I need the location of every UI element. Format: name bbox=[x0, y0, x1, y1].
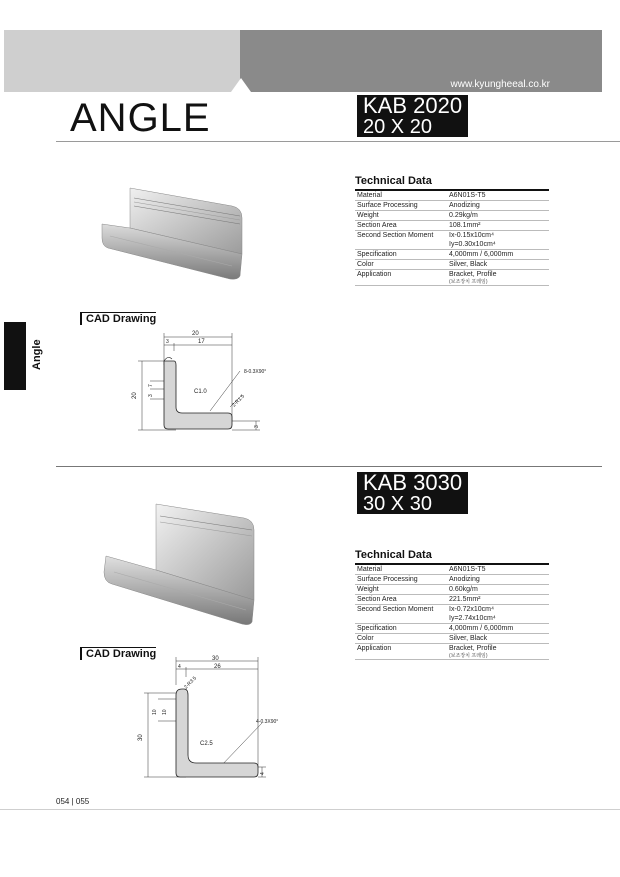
table-row: Material A6N01S-T5 bbox=[355, 565, 549, 575]
table-row: Surface Processing Anodizing bbox=[355, 575, 549, 585]
dim-total-width: 30 bbox=[212, 656, 219, 662]
dim-left-width: 3 bbox=[166, 339, 169, 345]
dim-fillet: C1.0 bbox=[194, 389, 207, 395]
side-tab bbox=[4, 322, 26, 390]
model-size: 30 X 30 bbox=[363, 493, 432, 515]
dim-radius: 2-R1.5 bbox=[231, 393, 247, 409]
tech-data-kab3030 bbox=[355, 549, 549, 660]
tech-data-kab2020 bbox=[355, 175, 549, 286]
model-name: KAB 3030 bbox=[363, 470, 463, 495]
model-box-kab3030 bbox=[357, 472, 468, 514]
table-row: Weight 0.60kg/m bbox=[355, 585, 549, 595]
header-notch bbox=[231, 78, 251, 92]
table-row: Section Area 108.1mm² bbox=[355, 221, 549, 231]
side-tab-label: Angle bbox=[31, 339, 43, 370]
table-row: Color Silver, Black bbox=[355, 260, 549, 270]
product-photo-kab2020 bbox=[100, 176, 250, 286]
dim-total-height: 20 bbox=[132, 392, 138, 399]
cad-drawing-kab2020 bbox=[130, 325, 290, 437]
dim-height-a: 10 bbox=[152, 709, 158, 715]
table-row: Application Bracket, Profile (보조장치 프레임) bbox=[355, 644, 549, 660]
table-row: Material A6N01S-T5 bbox=[355, 191, 549, 201]
website-url[interactable]: www.kyungheeal.co.kr bbox=[450, 79, 550, 90]
dim-total-width: 20 bbox=[192, 331, 199, 337]
table-row: Second Section Moment Ix-0.15x10cm⁴ Iy=0.30x10cm⁴ bbox=[355, 231, 549, 250]
table-row: Surface Processing Anodizing bbox=[355, 201, 549, 211]
dim-height-b: 3 bbox=[148, 394, 154, 397]
header-band-light bbox=[4, 30, 244, 92]
dim-inner-width: 17 bbox=[198, 339, 205, 345]
tech-title: Technical Data bbox=[355, 549, 549, 565]
cad-drawing-label: CAD Drawing bbox=[80, 647, 156, 660]
table-row: Second Section Moment Ix-0.72x10cm⁴ Iy=2.74x10cm⁴ bbox=[355, 605, 549, 624]
dim-thickness: 3 bbox=[254, 425, 260, 428]
table-row: Specification 4,000mm / 6,000mm bbox=[355, 250, 549, 260]
dim-inner-width: 26 bbox=[214, 664, 221, 670]
page-title: ANGLE bbox=[70, 96, 211, 140]
table-row: Color Silver, Black bbox=[355, 634, 549, 644]
dim-height-a: 7 bbox=[148, 384, 154, 387]
dim-chamfer: 8-0.3X90° bbox=[244, 369, 267, 375]
tech-title: Technical Data bbox=[355, 175, 549, 191]
tech-table bbox=[355, 191, 549, 286]
dim-thickness: 4 bbox=[260, 772, 266, 775]
table-row: Application Bracket, Profile (보조장치 프레임) bbox=[355, 270, 549, 286]
tech-table bbox=[355, 565, 549, 660]
dim-left-width: 4 bbox=[178, 664, 181, 670]
table-row: Section Area 221.5mm² bbox=[355, 595, 549, 605]
model-size: 20 X 20 bbox=[363, 116, 432, 138]
model-box-kab2020 bbox=[357, 95, 468, 137]
page-numbers: 054 | 055 bbox=[56, 797, 90, 806]
footer-divider bbox=[0, 809, 620, 810]
model-name: KAB 2020 bbox=[363, 93, 463, 118]
table-row: Specification 4,000mm / 6,000mm bbox=[355, 624, 549, 634]
dim-fillet: C2.5 bbox=[200, 741, 213, 747]
section-divider bbox=[56, 466, 602, 467]
cad-drawing-kab3030 bbox=[134, 655, 294, 783]
dim-radius: 2-R3.5 bbox=[183, 675, 199, 691]
product-photo-kab3030 bbox=[96, 500, 266, 630]
dim-total-height: 30 bbox=[138, 734, 144, 741]
section-divider bbox=[56, 141, 620, 142]
table-row: Weight 0.29kg/m bbox=[355, 211, 549, 221]
dim-chamfer: 4-0.3X90° bbox=[256, 719, 279, 725]
cad-drawing-label: CAD Drawing bbox=[80, 312, 156, 325]
dim-height-b: 10 bbox=[162, 709, 168, 715]
